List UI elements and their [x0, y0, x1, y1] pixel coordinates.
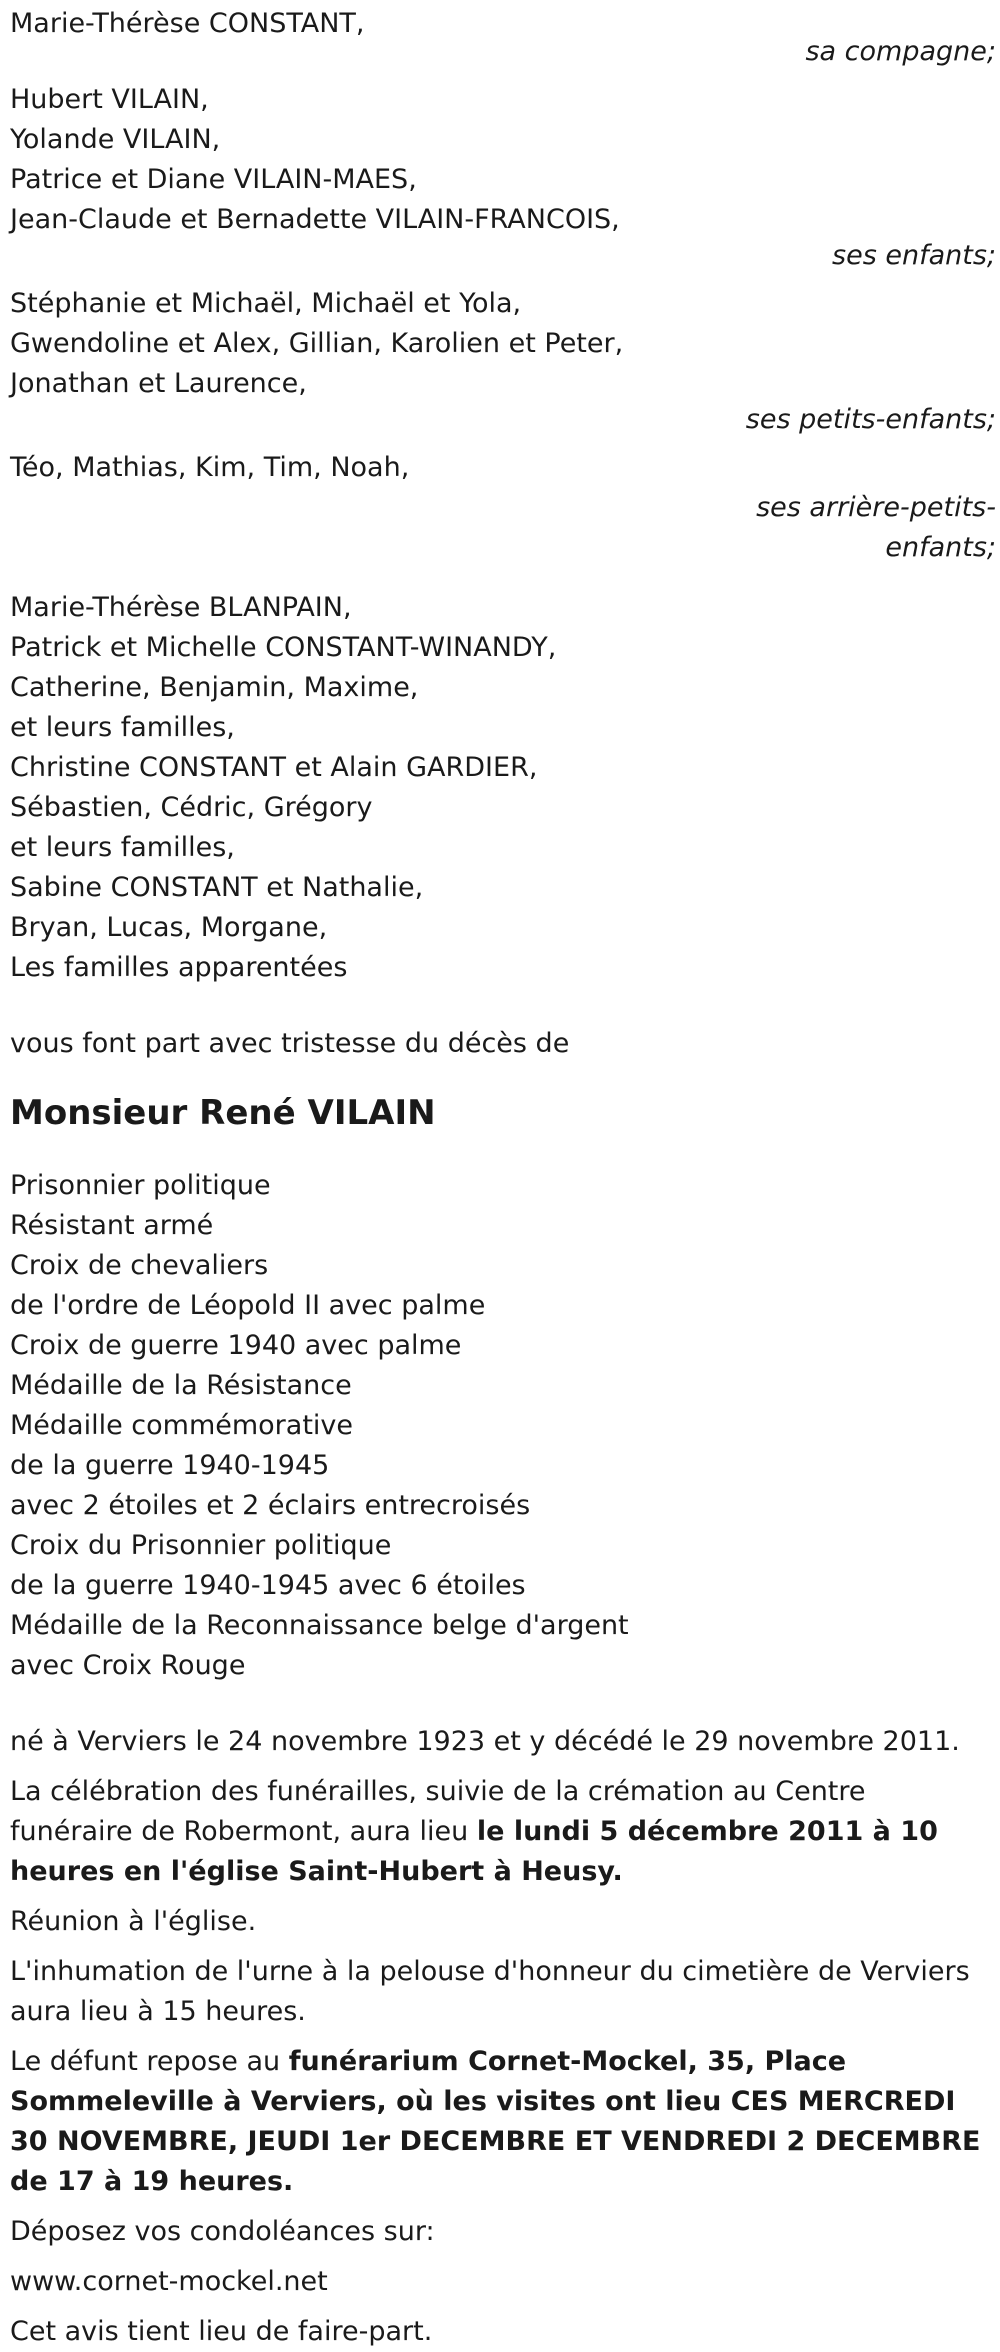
visit-details: funérarium Cornet-Mockel, 35, Place Sommeleville à Verviers, où les visites ont lieu CES MERCREDI 30 NOVEMBRE, JEUDI 1er DECEMBRE ET VENDREDI 2 DECEMBRE de 17 à 19 heures.	[10, 2046, 981, 2197]
title-line: Prisonnier politique	[10, 1170, 271, 1201]
funeral-details: le lundi 5 décembre 2011 à 10 heures en l'église Saint-Hubert à Heusy.	[10, 1816, 938, 1887]
details-section	[10, 1722, 986, 2352]
child-name: Patrice et Diane VILAIN-MAES,	[10, 164, 417, 195]
great-grandchildren-role-line1: ses arrière-petits-	[756, 492, 996, 523]
children-group	[10, 80, 996, 276]
deceased-name: Monsieur René VILAIN	[10, 1093, 436, 1133]
child-name: Yolande VILAIN,	[10, 124, 221, 155]
grandchildren-role: ses petits-enfants;	[745, 404, 996, 435]
grandchildren-group	[10, 284, 996, 440]
partner-name: Marie-Thérèse CONSTANT,	[10, 8, 365, 39]
title-line: Croix de guerre 1940 avec palme	[10, 1330, 462, 1361]
relative-line: et leurs familles,	[10, 832, 235, 863]
birth-death-text: né à Verviers le 24 novembre 1923 et y décédé le 29 novembre 2011.	[10, 1726, 960, 1757]
announcement-text: vous font part avec tristesse du décès de	[10, 1028, 570, 1059]
partner-group	[10, 0, 996, 72]
great-grandchildren-group	[10, 448, 996, 568]
title-line: de l'ordre de Léopold II avec palme	[10, 1290, 486, 1321]
title-line: de la guerre 1940-1945	[10, 1450, 330, 1481]
title-line: Médaille commémorative	[10, 1410, 354, 1441]
condolences-label: Déposez vos condoléances sur:	[10, 2216, 435, 2247]
closing-text: Cet avis tient lieu de faire-part.	[10, 2316, 433, 2347]
relative-line: Sébastien, Cédric, Grégory	[10, 792, 373, 823]
relative-line: Les familles apparentées	[10, 952, 348, 983]
visit-paragraph	[10, 2042, 986, 2202]
website-link[interactable]: www.cornet-mockel.net	[10, 2266, 328, 2297]
relative-line: Sabine CONSTANT et Nathalie,	[10, 872, 424, 903]
grandchild-names: Jonathan et Laurence,	[10, 368, 307, 399]
funeral-intro: La célébration des funérailles, suivie de la crémation au Centre funéraire de Robermont, aura lieu	[10, 1776, 866, 1847]
relative-line: Bryan, Lucas, Morgane,	[10, 912, 328, 943]
grandchild-names: Gwendoline et Alex, Gillian, Karolien et Peter,	[10, 328, 624, 359]
titles-list	[10, 1166, 986, 1686]
partner-role: sa compagne;	[805, 36, 996, 67]
relatives-group	[10, 588, 986, 988]
title-line: Croix du Prisonnier politique	[10, 1530, 392, 1561]
title-line: avec Croix Rouge	[10, 1650, 246, 1681]
child-name: Hubert VILAIN,	[10, 84, 209, 115]
grandchild-names: Stéphanie et Michaël, Michaël et Yola,	[10, 288, 522, 319]
visit-intro: Le défunt repose au	[10, 2046, 289, 2077]
child-name: Jean-Claude et Bernadette VILAIN-FRANCOIS,	[10, 204, 620, 235]
relative-line: Catherine, Benjamin, Maxime,	[10, 672, 419, 703]
funeral-paragraph	[10, 1772, 986, 1892]
great-grandchild-names: Téo, Mathias, Kim, Tim, Noah,	[10, 452, 410, 483]
title-line: Médaille de la Reconnaissance belge d'argent	[10, 1610, 629, 1641]
relative-line: Christine CONSTANT et Alain GARDIER,	[10, 752, 538, 783]
meeting-text: Réunion à l'église.	[10, 1906, 257, 1937]
relative-line: Marie-Thérèse BLANPAIN,	[10, 592, 352, 623]
relative-line: Patrick et Michelle CONSTANT-WINANDY,	[10, 632, 557, 663]
relative-line: et leurs familles,	[10, 712, 235, 743]
title-line: de la guerre 1940-1945 avec 6 étoiles	[10, 1570, 526, 1601]
title-line: Médaille de la Résistance	[10, 1370, 352, 1401]
children-role: ses enfants;	[832, 240, 996, 271]
title-line: avec 2 étoiles et 2 éclairs entrecroisés	[10, 1490, 531, 1521]
burial-text: L'inhumation de l'urne à la pelouse d'honneur du cimetière de Verviers aura lieu à 15 heures.	[10, 1956, 970, 2027]
title-line: Croix de chevaliers	[10, 1250, 269, 1281]
title-line: Résistant armé	[10, 1210, 214, 1241]
great-grandchildren-role-line2: enfants;	[885, 532, 996, 563]
